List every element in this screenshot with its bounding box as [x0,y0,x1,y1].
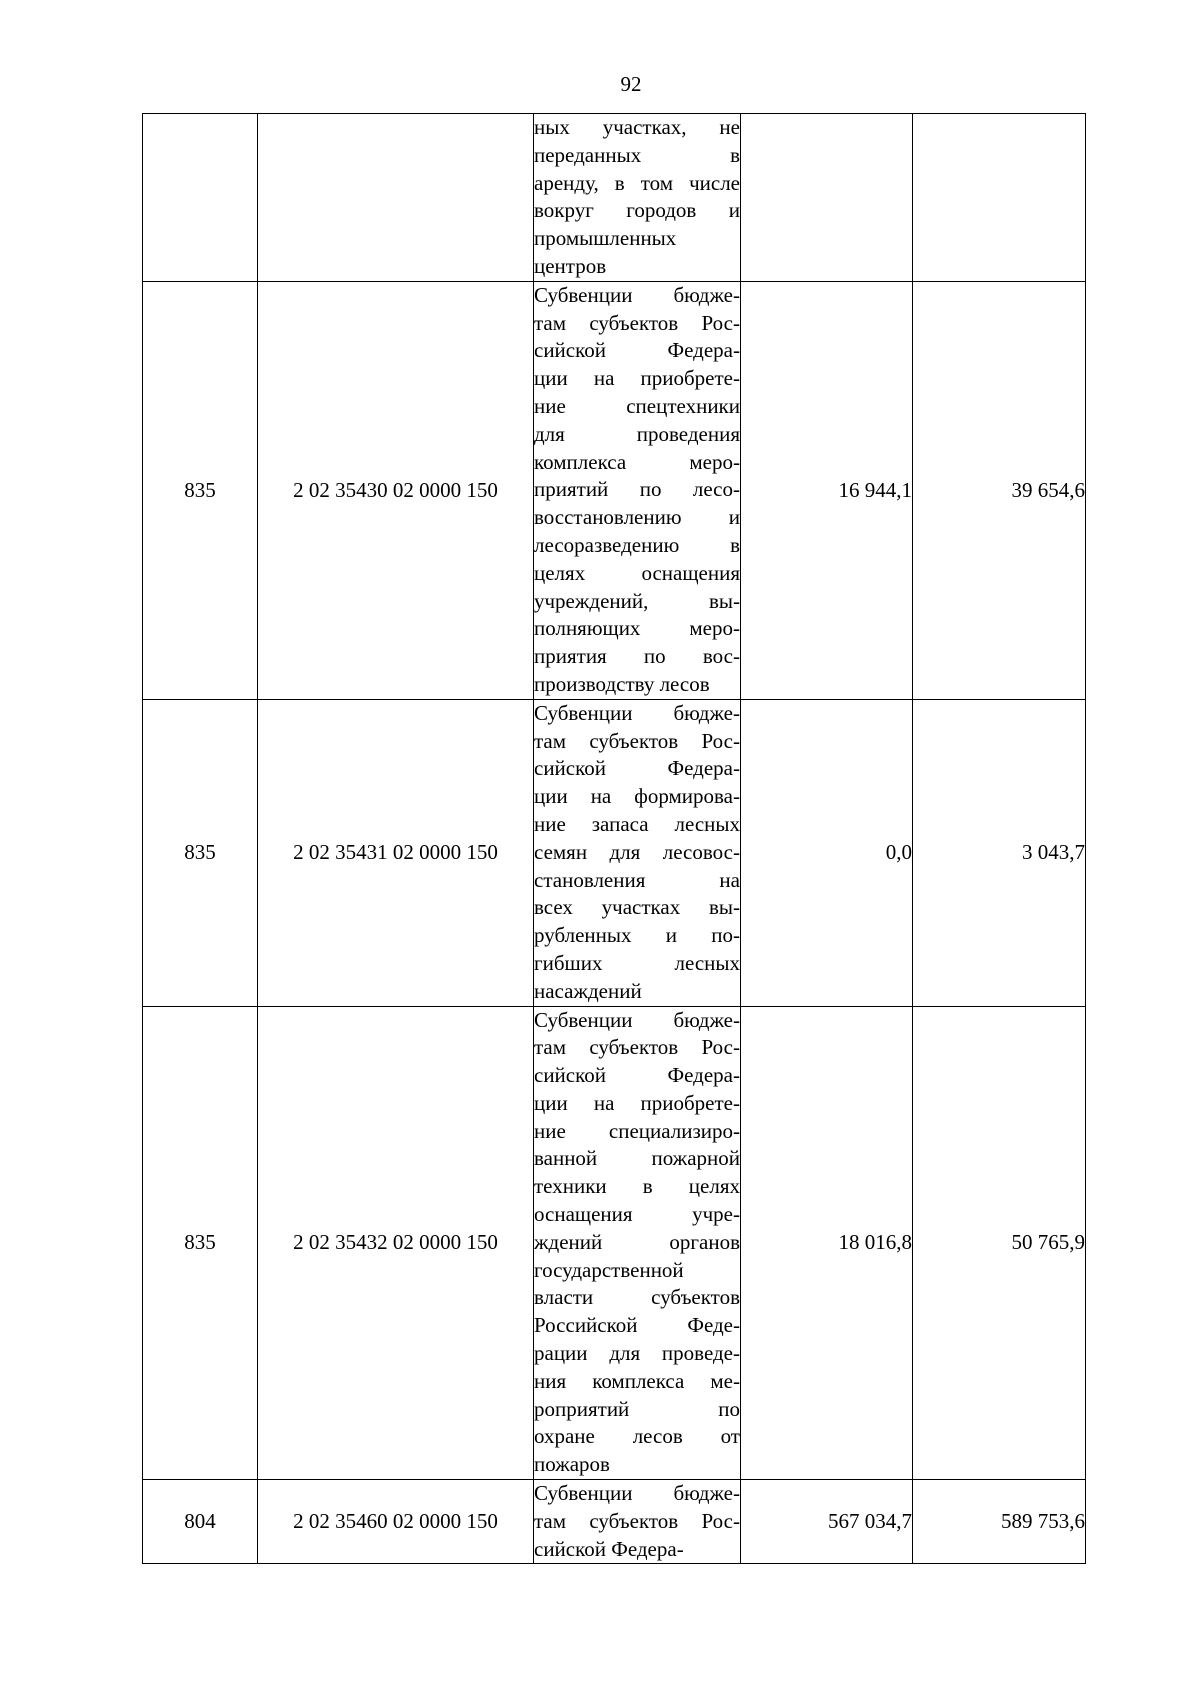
name-line: государственной [534,1257,684,1282]
table-body [143,114,1086,1564]
name-line: Субвенции бюдже- [534,1007,740,1032]
name-line: ние запаса лесных [534,811,740,836]
name-cell [534,1006,741,1480]
admin-code-cell: 835 [143,281,258,699]
name-line: рации для проведе- [534,1341,740,1366]
name-line: промышленных [534,226,677,251]
value-cell-1: 16 944,1 [741,281,913,699]
name-line: целях оснащения [534,560,740,585]
name-line: там субъектов Рос- [534,1508,740,1533]
name-line: Субвенции бюдже- [534,700,740,725]
name-line: Субвенции бюдже- [534,282,740,307]
value-cell-2: 50 765,9 [913,1006,1086,1480]
name-line: рубленных и по- [534,923,740,948]
name-line: сийской Федера- [534,1536,684,1561]
name-line: ния комплекса ме- [534,1368,740,1393]
name-cell [534,699,741,1006]
name-line: производству лесов [534,671,710,696]
value-cell-1: 18 016,8 [741,1006,913,1480]
name-line: учреждений, вы- [534,588,740,613]
name-line: сийской Федера- [534,1063,740,1088]
name-line: Субвенции бюдже- [534,1481,740,1506]
name-line: гибших лесных [534,950,740,975]
name-line: ции на формирова- [534,784,740,809]
value-cell-1 [741,114,913,282]
name-line: техники в целях [534,1174,740,1199]
name-line: восстановлению и [534,505,740,530]
value-cell-2: 3 043,7 [913,699,1086,1006]
value-cell-2: 39 654,6 [913,281,1086,699]
table-row [143,114,1086,282]
page-number: 92 [620,72,642,96]
name-line: лесоразведению в [534,532,740,557]
name-line: власти субъектов [534,1285,740,1310]
budget-code-cell: 2 02 35431 02 0000 150 [258,699,534,1006]
name-line: там субъектов Рос- [534,1035,740,1060]
admin-code-cell: 804 [143,1480,258,1564]
value-cell-2 [913,114,1086,282]
name-line: охране лесов от [534,1424,740,1449]
name-cell [534,281,741,699]
value-cell-1: 0,0 [741,699,913,1006]
name-line: приятия по вос- [534,644,740,669]
name-line: ние специализиро- [534,1118,740,1143]
table-row [143,699,1086,1006]
name-line: Российской Феде- [534,1313,740,1338]
name-cell [534,1480,741,1564]
name-line: приятий по лесо- [534,477,740,502]
name-line: полняющих меро- [534,616,740,641]
name-cell [534,114,741,282]
table-row [143,1006,1086,1480]
name-line: пожаров [534,1452,610,1477]
name-line: аренду, в том числе [534,170,740,195]
budget-code-cell [258,114,534,282]
budget-table [142,113,1086,1564]
name-line: ных участках, не [534,115,740,139]
name-line: ции на приобрете- [534,1090,740,1115]
name-line: насаждений [534,978,642,1003]
name-line: переданных в [534,142,740,167]
name-line: для проведения [534,421,740,446]
name-line: семян для лесовос- [534,839,740,864]
name-line: ние спецтехники [534,393,740,418]
name-line: комплекса меро- [534,449,740,474]
name-line: становления на [534,867,740,892]
value-cell-1: 567 034,7 [741,1480,913,1564]
name-line: там субъектов Рос- [534,310,740,335]
name-line: ждений органов [534,1229,740,1254]
table-row [143,281,1086,699]
admin-code-cell [143,114,258,282]
budget-code-cell: 2 02 35430 02 0000 150 [258,281,534,699]
budget-code-cell: 2 02 35432 02 0000 150 [258,1006,534,1480]
value-cell-2: 589 753,6 [913,1480,1086,1564]
name-line: оснащения учре- [534,1202,740,1227]
name-line: сийской Федера- [534,756,740,781]
name-line: сийской Федера- [534,338,740,363]
name-line: роприятий по [534,1396,740,1421]
name-line: вокруг городов и [534,198,740,223]
admin-code-cell: 835 [143,1006,258,1480]
table-row [143,1480,1086,1564]
name-line: там субъектов Рос- [534,728,740,753]
name-line: центров [534,253,607,278]
name-line: всех участках вы- [534,895,740,920]
name-line: ции на приобрете- [534,366,740,391]
name-line: ванной пожарной [534,1146,740,1171]
admin-code-cell: 835 [143,699,258,1006]
budget-code-cell: 2 02 35460 02 0000 150 [258,1480,534,1564]
